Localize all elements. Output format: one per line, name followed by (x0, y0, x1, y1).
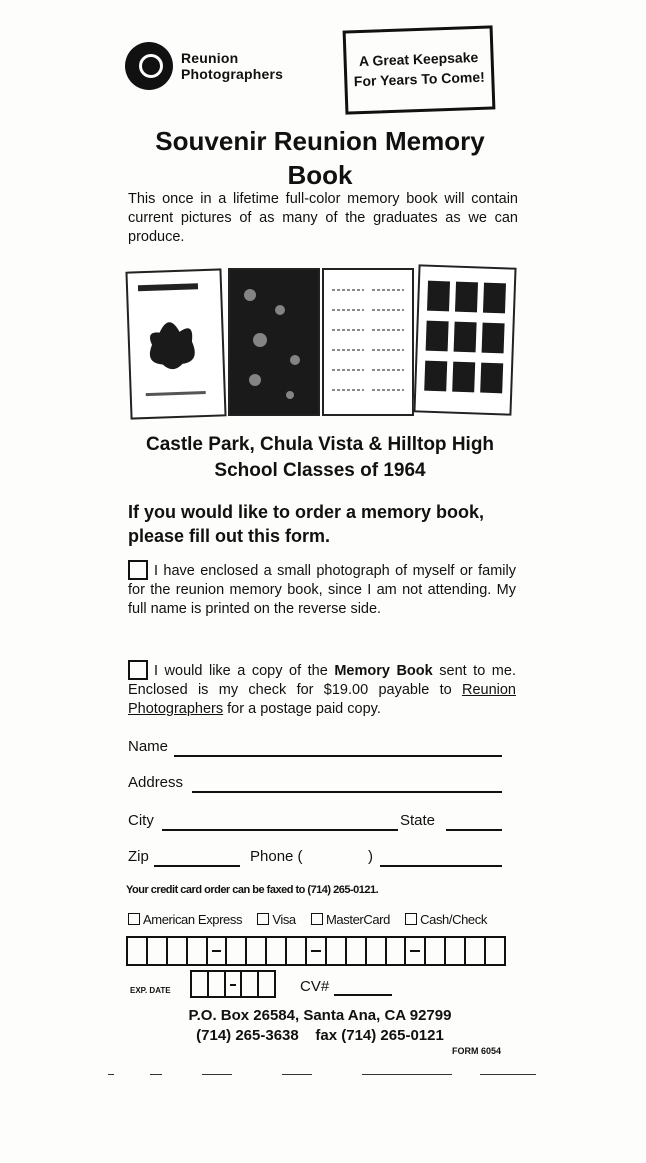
fax-note: Your credit card order can be faxed to (714) 265-0121. (126, 884, 379, 896)
intro-text: This once in a lifetime full-color memory book will contain current pictures of as many of the graduates as we can produce. (128, 191, 518, 245)
card-separator-dash (208, 938, 228, 964)
payment-option-amex[interactable]: American Express (128, 912, 242, 927)
card-digit-box[interactable] (466, 938, 486, 964)
card-digit-box[interactable] (287, 938, 307, 964)
exp-digit-box[interactable] (209, 972, 226, 996)
card-digit-box[interactable] (347, 938, 367, 964)
book-text-page-image (322, 268, 414, 416)
address-line: P.O. Box 26584, Santa Ana, CA 92799 (188, 1007, 452, 1024)
keepsake-stamp: A Great Keepsake For Years To Come! (343, 25, 496, 114)
card-digit-box[interactable] (188, 938, 208, 964)
city-input-line[interactable] (162, 829, 398, 831)
card-separator-dash (406, 938, 426, 964)
city-label: City (128, 812, 154, 829)
zip-label: Zip (128, 848, 149, 865)
book-cover-image (125, 268, 226, 419)
card-digit-box[interactable] (486, 938, 504, 964)
address-field (128, 774, 183, 796)
card-digit-box[interactable] (227, 938, 247, 964)
card-separator-dash (307, 938, 327, 964)
card-digit-box[interactable] (367, 938, 387, 964)
phone-close-paren: ) (368, 848, 373, 865)
photo-enclosed-checkbox[interactable] (128, 560, 148, 580)
page-title: Souvenir Reunion Memory Book (155, 126, 485, 190)
amex-checkbox[interactable] (128, 913, 140, 925)
book-photo-page-image (228, 268, 320, 416)
exp-separator-dash (226, 972, 243, 996)
cv-input-line[interactable] (334, 994, 392, 996)
card-digit-box[interactable] (327, 938, 347, 964)
card-digit-box[interactable] (247, 938, 267, 964)
order-heading: If you would like to order a memory book, please fill out this form. (128, 502, 485, 546)
cv-label: CV# (300, 978, 330, 995)
zip-field (128, 848, 149, 870)
payment-option-visa[interactable]: Visa (257, 912, 295, 927)
mastercard-checkbox[interactable] (311, 913, 323, 925)
exp-date-label: EXP. DATE (130, 986, 171, 995)
card-digit-box[interactable] (148, 938, 168, 964)
state-input-line[interactable] (446, 829, 502, 831)
state-label: State (400, 812, 436, 829)
exp-digit-box[interactable] (242, 972, 259, 996)
school-heading: Castle Park, Chula Vista & Hilltop High School Classes of 1964 (145, 434, 495, 481)
visa-checkbox[interactable] (257, 913, 269, 925)
book-order-option: I would like a copy of the Memory Book sent to me. Enclosed is my check for $19.00 payable to Reunion Photographers for a postage paid copy. (128, 660, 516, 719)
city-field (128, 812, 154, 834)
name-field (128, 738, 168, 760)
camera-lens-icon (125, 42, 173, 90)
cash-check-checkbox[interactable] (405, 913, 417, 925)
address-label: Address (128, 774, 184, 791)
exp-digit-box[interactable] (192, 972, 209, 996)
perforation-line (100, 1074, 540, 1078)
memory-book-sample-images (124, 264, 516, 420)
payment-option-mastercard[interactable]: MasterCard (311, 912, 390, 927)
card-digit-box[interactable] (387, 938, 407, 964)
name-label: Name (128, 738, 169, 755)
mailing-address (120, 1006, 520, 1046)
card-digit-box[interactable] (128, 938, 148, 964)
address-input-line[interactable] (192, 791, 502, 793)
card-digit-box[interactable] (168, 938, 188, 964)
photo-option: I have enclosed a small photograph of myself or family for the reunion memory book, since I am not attending. My full name is printed on the reverse side. (128, 560, 516, 619)
exp-digit-box[interactable] (259, 972, 274, 996)
exp-date-boxes[interactable] (190, 970, 276, 998)
logo-text: Reunion Photographers (181, 50, 284, 82)
name-input-line[interactable] (174, 755, 502, 757)
card-digit-box[interactable] (446, 938, 466, 964)
payment-option-cash-check[interactable]: Cash/Check (405, 912, 487, 927)
card-digit-box[interactable] (267, 938, 287, 964)
reunion-photographers-logo (125, 40, 325, 100)
book-order-checkbox[interactable] (128, 660, 148, 680)
form-number: FORM 6054 (452, 1046, 502, 1056)
card-digit-box[interactable] (426, 938, 446, 964)
payment-options (128, 912, 499, 927)
book-portrait-grid-image (413, 264, 516, 415)
phone-label: Phone ( (250, 848, 303, 865)
zip-input-line[interactable] (154, 865, 240, 867)
card-number-boxes[interactable] (126, 936, 506, 966)
phone-fax-line: (714) 265-3638 fax (714) 265-0121 (196, 1027, 444, 1044)
phone-input-line[interactable] (380, 865, 502, 867)
